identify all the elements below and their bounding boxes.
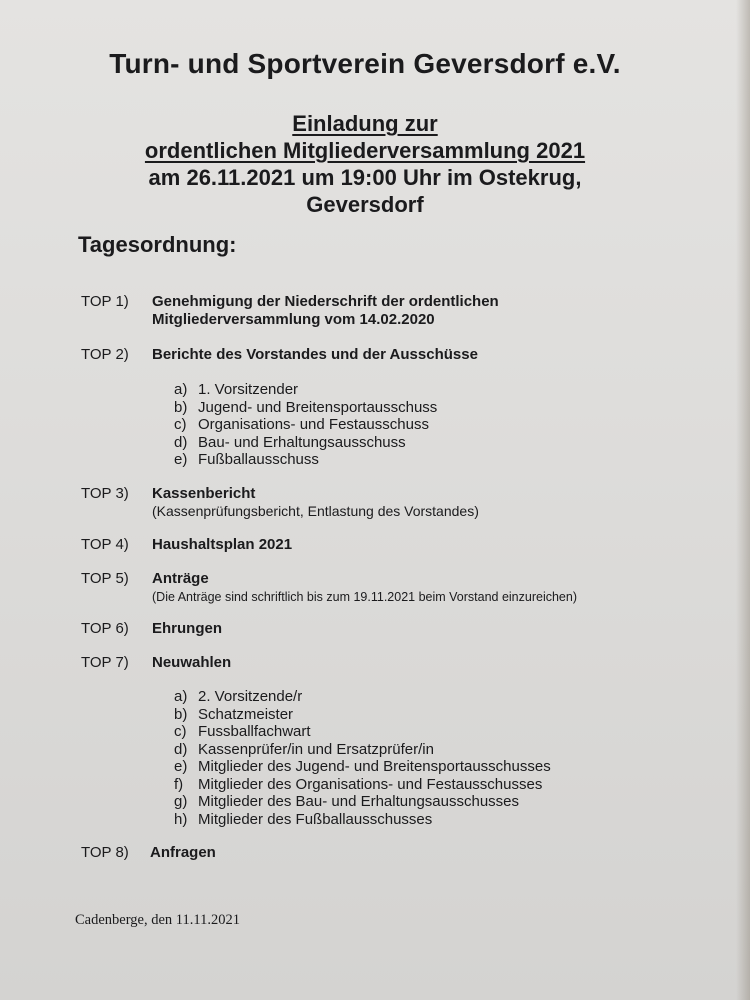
list-item: h) Mitglieder des Fußballausschusses xyxy=(174,810,433,828)
invitation-line-3: am 26.11.2021 um 19:00 Uhr im Ostekrug, xyxy=(148,165,582,190)
invitation-heading xyxy=(0,110,730,218)
list-item: d) Kassenprüfer/in und Ersatzprüfer/in xyxy=(174,740,434,758)
top7-title: Neuwahlen xyxy=(152,654,232,671)
list-item: e) Fußballausschuss xyxy=(174,451,319,468)
list-item: c) Fussballfachwart xyxy=(174,723,311,740)
list-item: c) Organisations- und Festausschuss xyxy=(174,416,429,433)
invitation-line-1: Einladung zur xyxy=(292,111,438,136)
top1-label: TOP 1) xyxy=(81,293,129,310)
top8-label: TOP 8) xyxy=(81,844,129,861)
list-item: b) Schatzmeister xyxy=(174,705,294,723)
invitation-line-2: ordentlichen Mitgliederversammlung 2021 xyxy=(144,138,586,163)
list-item: b) Jugend- und Breitensportausschuss xyxy=(174,398,438,416)
top4-title: Haushaltsplan 2021 xyxy=(152,536,293,553)
top8-title: Anfragen xyxy=(150,844,216,861)
top7-label: TOP 7) xyxy=(81,654,129,671)
top5-note: (Die Anträge sind schriftlich bis zum 19.11.2021 beim Vorstand einzureichen) xyxy=(152,590,577,604)
top2-title: Berichte des Vorstandes und der Ausschüsse xyxy=(152,346,478,363)
top3-title: Kassenbericht xyxy=(152,485,256,502)
list-item: a) 1. Vorsitzender xyxy=(174,381,299,398)
list-item: f) Mitglieder des Organisations- und Festausschusses xyxy=(174,775,543,793)
top2-label: TOP 2) xyxy=(81,346,129,363)
top6-title: Ehrungen xyxy=(152,620,222,637)
top1-title: Genehmigung der Niederschrift der ordentlichen Mitgliederversammlung vom 14.02.2020 xyxy=(152,293,499,328)
top6-label: TOP 6) xyxy=(81,620,129,637)
list-item: d) Bau- und Erhaltungsausschuss xyxy=(174,433,406,451)
top4-label: TOP 4) xyxy=(81,536,129,553)
agenda-heading: Tagesordnung: xyxy=(78,232,237,257)
top3-label: TOP 3) xyxy=(81,485,129,502)
invitation-line-4: Geversdorf xyxy=(306,192,424,217)
place-date-footer: Cadenberge, den 11.11.2021 xyxy=(75,912,240,928)
top7-sublist xyxy=(174,688,551,828)
top3-note: (Kassenprüfungsbericht, Entlastung des Vorstandes) xyxy=(152,503,479,519)
top2-sublist xyxy=(174,381,437,469)
list-item: g) Mitglieder des Bau- und Erhaltungsausschusses xyxy=(174,793,520,810)
list-item: a) 2. Vorsitzende/r xyxy=(174,688,303,705)
club-title: Turn- und Sportverein Geversdorf e.V. xyxy=(109,48,621,79)
list-item: e) Mitglieder des Jugend- und Breitensportausschusses xyxy=(174,758,551,775)
top5-title: Anträge xyxy=(152,570,209,587)
top5-label: TOP 5) xyxy=(81,570,129,587)
